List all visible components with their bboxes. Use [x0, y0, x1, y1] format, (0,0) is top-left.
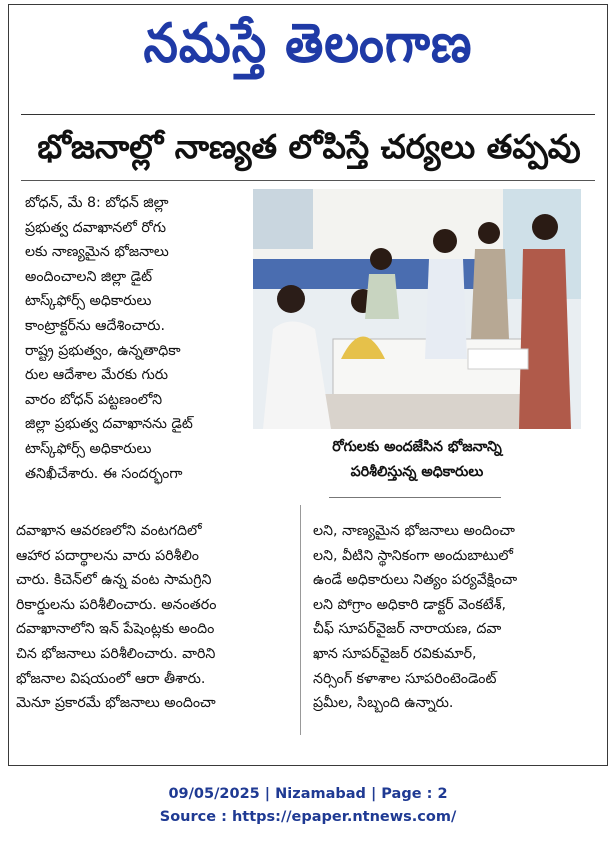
article-photo — [253, 189, 581, 429]
text-line: లకు నాణ్యమైన భోజనాలు — [25, 244, 169, 261]
text-line: బోధన్, మే 8: బోధన్ జిల్లా — [25, 195, 169, 211]
article-column-1-continued — [16, 519, 292, 716]
caption-underline — [329, 497, 501, 498]
text-line: రాష్ట్ర ప్రభుత్వం, ఉన్నతాధికా — [25, 342, 181, 359]
caption-line: రోగులకు అందజేసిన భోజనాన్ని — [332, 439, 502, 455]
text-line: భోజనాల విషయంలో ఆరా తీశారు. — [16, 670, 206, 687]
text-line: ఆహార పదార్థాలను వారు పరిశీలిం — [16, 547, 199, 564]
text-line: టాస్క్‌ఫోర్స్ అధికారులు — [25, 293, 152, 310]
article-column-2 — [313, 519, 598, 716]
text-line: లని పోగ్రాం అధికారి డాక్టర్ వెంకటేశ్, — [313, 596, 507, 613]
article-headline: భోజనాల్లో నాణ్యత లోపిస్తే చర్యలు తప్పవు — [37, 127, 581, 166]
text-line: దవాఖాన ఆవరణలోని వంటగదిలో — [16, 523, 202, 539]
hospital-ward-photo — [253, 189, 581, 429]
text-line: చారు. కిచెన్‌లో ఉన్న వంట సామగ్రిని — [16, 572, 212, 589]
text-line: చీఫ్ సూపర్‌వైజర్ నారాయణ, దవా — [313, 621, 502, 638]
footer-source-link[interactable]: Source : https://epaper.ntnews.com/ — [159, 809, 457, 825]
text-line: ప్రభుత్వ దవాఖానలో రోగు — [25, 219, 166, 236]
photo-caption — [309, 435, 525, 484]
footer-date-edition-page: 09/05/2025 | Nizamabad | Page : 2 — [168, 786, 448, 802]
text-line: మెనూ ప్రకారమే భోజనాలు అందించా — [16, 695, 216, 712]
headline-divider — [21, 180, 595, 181]
column-divider — [300, 505, 301, 735]
text-line: ఉండే అధికారులు నిత్యం పర్యవేక్షించా — [313, 572, 518, 589]
newspaper-masthead: నమస్తే తెలంగాణ — [143, 12, 473, 75]
text-line: రుల ఆదేశాల మేరకు గురు — [25, 367, 169, 384]
text-line: కాంట్రాక్టర్‌ను ఆదేశించారు. — [25, 317, 165, 334]
text-line: టాస్క్‌ఫోర్స్ అధికారులు — [25, 440, 152, 457]
text-line: దవాఖానాలోని ఇన్ పేషెంట్లకు అందిం — [16, 621, 215, 638]
text-line: ఖాన సూపర్‌వైజర్ రవికుమార్, — [313, 645, 477, 662]
article-column-1 — [25, 191, 249, 486]
text-line: అందించాలని జిల్లా డైట్ — [25, 268, 153, 285]
text-line: ప్రమీల, సిబ్బంది ఉన్నారు. — [313, 695, 454, 712]
text-line: చిన భోజనాలు పరిశీలించారు. వారిని — [16, 645, 216, 662]
text-line: జిల్లా ప్రభుత్వ దవాఖానను డైట్ — [25, 416, 193, 433]
caption-line: పరిశీలిస్తున్న అధికారులు — [350, 463, 484, 480]
text-line: నర్సింగ్ కళాశాల సూపరింటెండెంట్ — [313, 670, 497, 687]
text-line: లని, నాణ్యమైన భోజనాలు అందించా — [313, 523, 515, 539]
text-line: వారం బోధన్ పట్టణంలోని — [25, 391, 163, 408]
text-line: లని, వీటిని స్థానికంగా అందుబాటులో — [313, 547, 514, 564]
masthead-divider — [21, 114, 595, 115]
text-line: రికార్డులను పరిశీలించారు. అనంతరం — [16, 596, 217, 613]
text-line: తనిఖీచేశారు. ఈ సందర్భంగా — [25, 465, 183, 482]
